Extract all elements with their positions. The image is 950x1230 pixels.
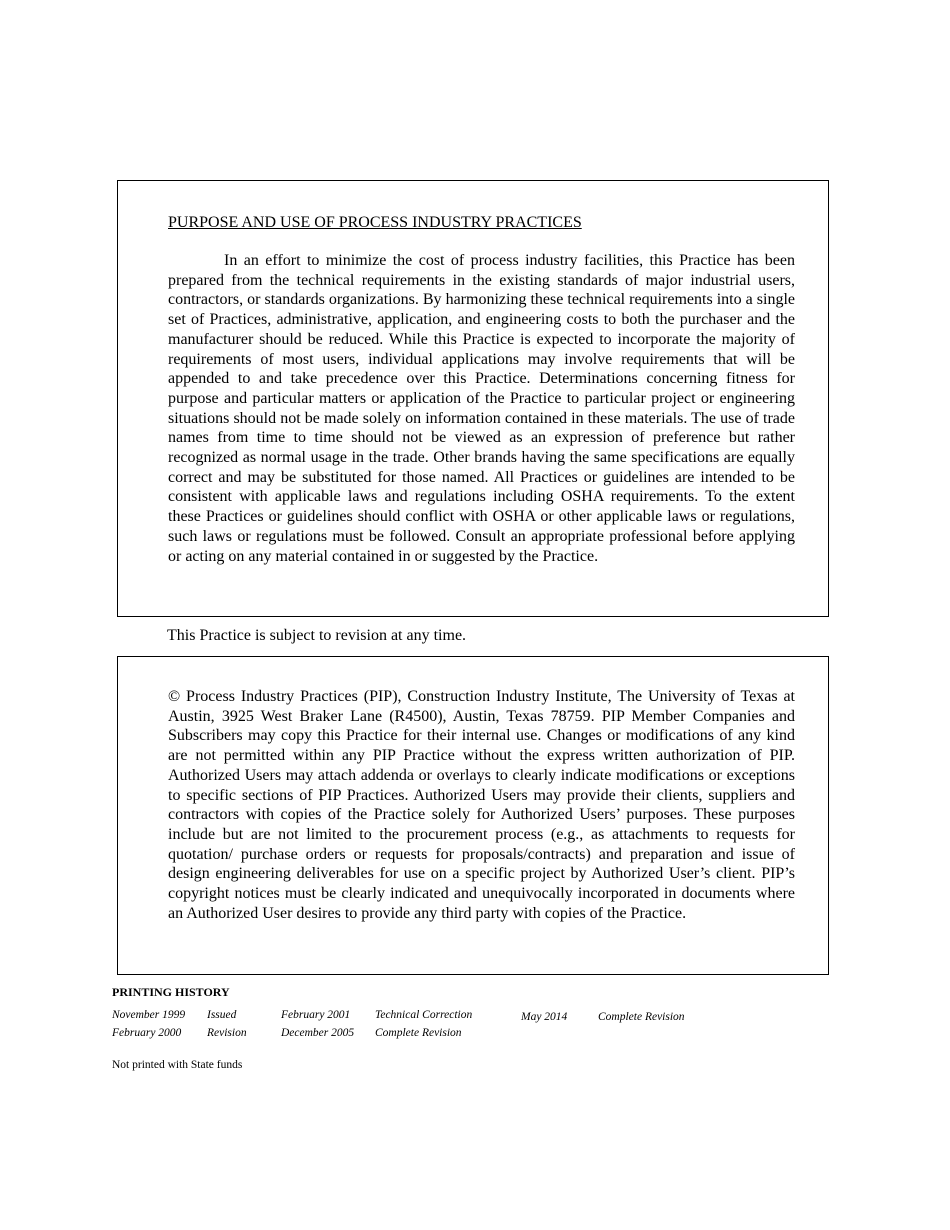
copyright-paragraph: © Process Industry Practices (PIP), Construction Industry Institute, The University of Texas at Austin, 3925 West Braker Lane (R4500), Austin, Texas 78759. PIP Member Companies and Subscribers may copy this Practice for their internal use. Changes or modifications of any kind are not permitted within any PIP Practice without the express written authorization of PIP. Authorized Users may attach addenda or overlays to clearly indicate modifications or exceptions to specific sections of PIP Practices. Authorized Users may provide their clients, suppliers and contractors with copies of the Practice solely for Authorized Users’ purposes. These purposes include but are not limited to the procurement process (e.g., as attachments to requests for quotation/ purchase orders or requests for proposals/contracts) and preparation and issue of design engineering deliverables for use on a specific project by Authorized User’s client. PIP’s copyright notices must be clearly indicated and unequivocally incorporated in documents where an Authorized User desires to provide any third party with copies of the Practice.: [168, 688, 795, 922]
history-action: Technical Correction: [375, 1009, 473, 1021]
copyright-box: [117, 656, 829, 975]
purpose-heading: PURPOSE AND USE OF PROCESS INDUSTRY PRACTICES: [168, 214, 582, 231]
history-action: Revision: [207, 1027, 247, 1039]
history-action: Issued: [207, 1009, 237, 1021]
history-date: November 1999: [112, 1009, 186, 1021]
history-action: Complete Revision: [598, 1011, 685, 1023]
footer-note: Not printed with State funds: [112, 1059, 243, 1071]
history-date: December 2005: [281, 1027, 355, 1039]
purpose-paragraph: In an effort to minimize the cost of process industry facilities, this Practice has been prepared from the technical requirements in the existing standards of major industrial users, contractors, or standards organizations. By harmonizing these technical requirements into a single set of Practices, administrative, application, and engineering costs to both the purchaser and the manufacturer should be reduced. While this Practice is expected to incorporate the majority of requirements of most users, individual applications may involve requirements that will be appended to and take precedence over this Practice. Determinations concerning fitness for purpose and particular matters or application of the Practice to particular project or engineering situations should not be made solely on information contained in these materials. The use of trade names from time to time should not be viewed as an expression of preference but rather recognized as normal usage in the trade. Other brands having the same specifications are equally correct and may be substituted for those named. All Practices or guidelines are intended to be consistent with applicable laws and regulations including OSHA requirements. To the extent these Practices or guidelines should conflict with OSHA or other applicable laws or regulations, such laws or regulations must be followed. Consult an appropriate professional before applying or acting on any material contained in or suggested by the Practice.: [168, 252, 795, 565]
revision-note: This Practice is subject to revision at any time.: [167, 627, 467, 644]
history-date: February 2001: [281, 1009, 351, 1021]
history-date: February 2000: [112, 1027, 182, 1039]
printing-history-title: PRINTING HISTORY: [112, 985, 230, 999]
purpose-box: [117, 180, 829, 617]
history-action: Complete Revision: [375, 1027, 462, 1039]
history-date: May 2014: [521, 1011, 568, 1023]
